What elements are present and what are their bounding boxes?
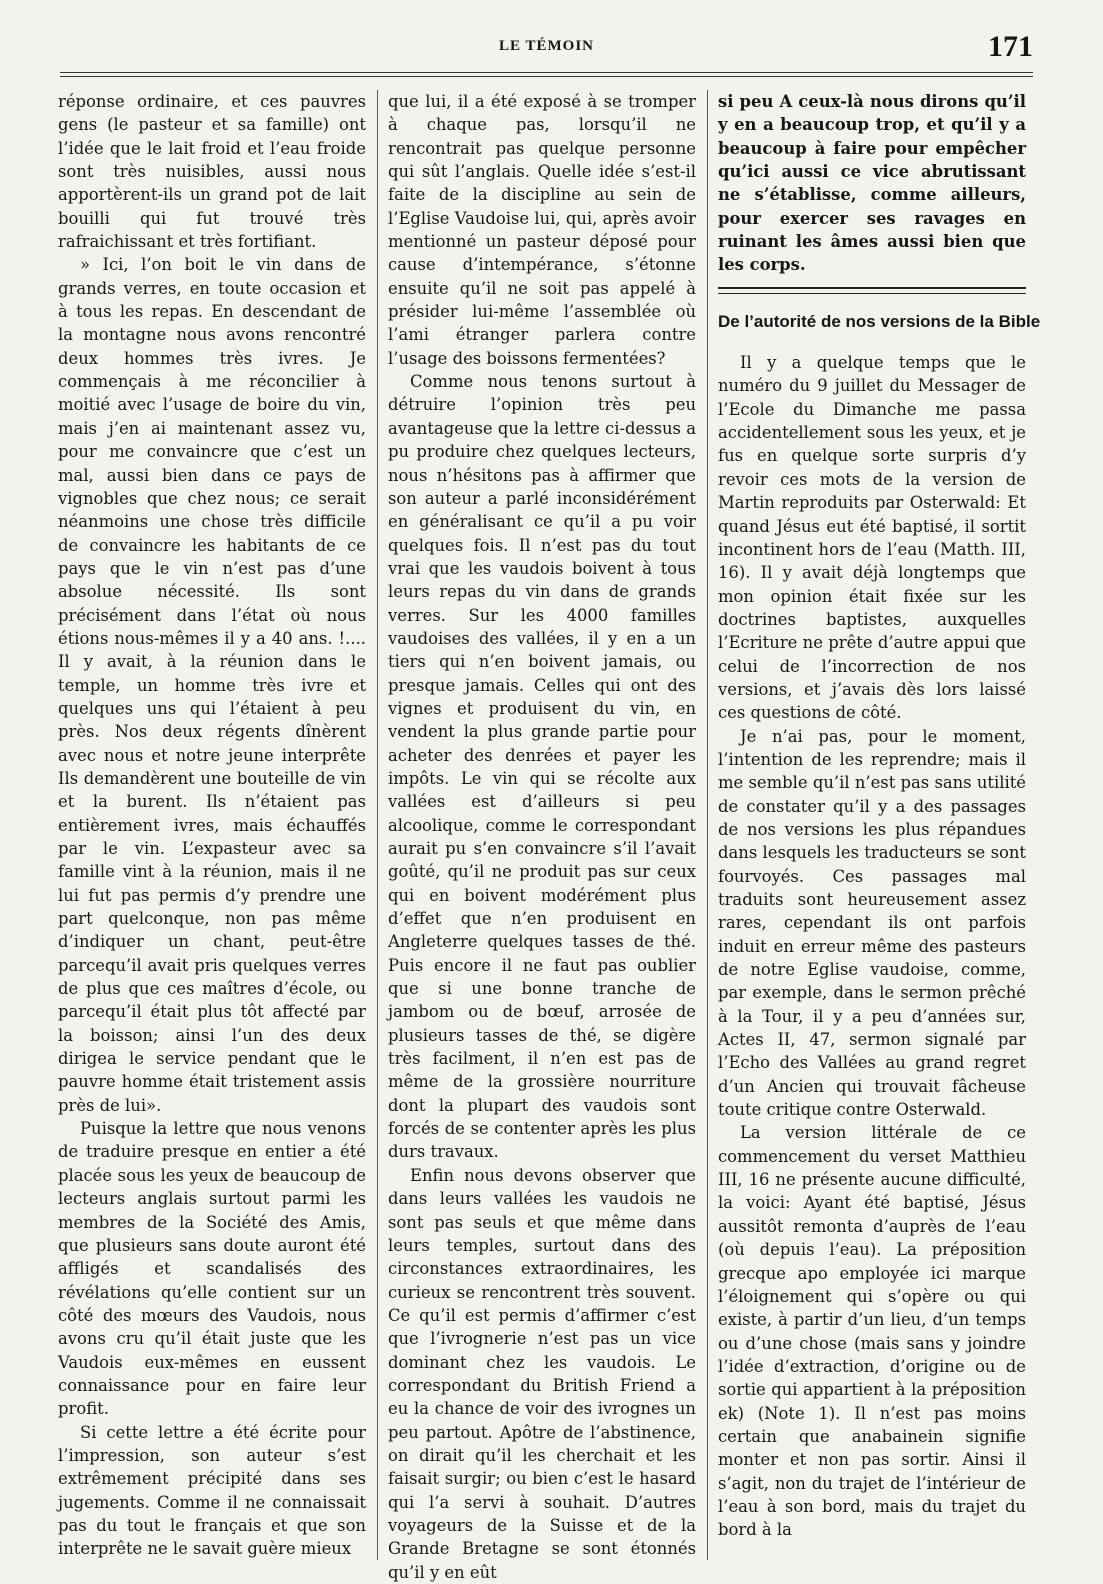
- paragraph: réponse ordinaire, et ces pauvres gens (le pasteur et sa famille) ont l’idée que le lait froid et l’eau froide sont très nuisibles, aussi nous apportèrent-ils un grand pot de lait bouilli qui fut trouvé très rafraichissant et très fortifiant.: [58, 92, 366, 252]
- column-2: [388, 90, 696, 1582]
- paragraph: si peu A ceux-là nous dirons qu’il y en a beaucoup trop, et qu’il y a beaucoup à faire pour empêcher qu’ici aussi ce vice abrutissant ne s’établisse, comme ailleurs, pour exercer ses ravages en ruinant les âmes aussi bien que les corps.: [718, 92, 1026, 275]
- page-number: 171: [988, 30, 1033, 63]
- column-1: [58, 90, 366, 1560]
- paragraph: Je n’ai pas, pour le moment, l’intention de les reprendre; mais il me semble qu’il n’est pas sans utilité de constater qu’il y a des passages de nos versions les plus répandues dans lesquels les traducteurs se sont fourvoyés. Ces passages mal traduits sont heureusement assez rares, cependant ils ont parfois induit en erreur même des pasteurs de notre Eglise vaudoise, comme, par exemple, dans le sermon prêché à la Tour, il y a peu d’années sur, Actes II, 47, sermon signalé par l’Echo des Vallées au grand regret d’un Ancien qui trouvait fâcheuse toute critique contre Osterwald.: [718, 726, 1026, 1120]
- column-divider: [707, 90, 708, 1560]
- section-separator: [718, 287, 1026, 294]
- paragraph: Puisque la lettre que nous venons de traduire presque en entier a été placée sous les yeux de beaucoup de lecteurs anglais surtout parmi les membres de la Société des Amis, que plusieurs sans doute auront été affligés et scandalisés des révélations qu’elle contient sur un côté des mœurs des Vaudois, nous avons cru qu’il était juste que les Vaudois eux-mêmes en eussent connaissance pour en faire leur profit.: [58, 1119, 366, 1419]
- paragraph: Comme nous tenons surtout à détruire l’opinion très peu avantageuse que la lettre ci-dessus a pu produire chez quelques lecteurs, nous n’hésitons pas à affirmer que son auteur a parlé inconsidérément en généralisant ce qu’il a pu voir quelques fois. Il n’est pas du tout vrai que les vaudois boivent à tous leurs repas du vin dans de grands verres. Sur les 4000 familles vaudoises des vallées, il y en a un tiers qui n’en boivent jamais, ou presque jamais. Celles qui ont des vignes et produisent du vin, en vendent la plus grande partie pour acheter des denrées et payer les impôts. Le vin qui se récolte aux vallées est d’ailleurs si peu alcoolique, comme le correspondant aurait pu s’en convaincre s’il l’avait goûté, qu’il ne produit pas sur ceux qui en boivent modérément plus d’effet que n’en produisent en Angleterre quelques tasses de thé. Puis encore il ne faut pas oublier que si une bonne tranche de jambom ou de bœuf, arrosée de plusieurs tasses de thé, se digère très facilment, il n’en est pas de même de la grossière nourriture dont la plupart des vaudois sont forcés de se contenter après les plus durs travaux.: [388, 372, 696, 1162]
- page-header: [60, 30, 1033, 70]
- paragraph: Enfin nous devons observer que dans leurs vallées les vaudois ne sont pas seuls et que même dans leurs temples, surtout dans des circonstances extraordinaires, les curieux se rencontrent très souvent. Ce qu’il est permis d’affirmer c’est que l’ivrognerie n’est pas un vice dominant chez les vaudois. Le correspondant du British Friend a eu la chance de voir des ivrognes un peu partout. Apôtre de l’abstinence, on dirait qu’il les cherchait et les faisait surgir; ou bien c’est le hasard qui l’a servi à souhait. D’autres voyageurs de la Suisse et de la Grande Bretagne se sont étonnés qu’il y en eût: [388, 1165, 696, 1582]
- paragraph: La version littérale de ce commencement du verset Matthieu III, 16 ne présente aucune difficulté, la voici: Ayant été baptisé, Jésus aussitôt remonta d’auprès de l’eau (où depuis l’eau). La préposition grecque apo employée ici marque l’éloignement qui s’opère ou qui existe, à partir d’un lieu, d’un temps ou d’une chose (mais sans y joindre l’idée d’extraction, d’origine ou de sortie qui appartient à la préposition ek) (Note 1). Il n’est pas moins certain que anabainein signifie monter et non pas sortir. Ainsi il s’agit, non du trajet de l’intérieur de l’eau à son bord, mais du trajet du bord à la: [718, 1123, 1026, 1540]
- paragraph: Si cette lettre a été écrite pour l’impression, son auteur s’est extrêmement précipité dans ses jugements. Comme il ne connaissait pas du tout le français et que son interprête ne le savait guère mieux: [58, 1422, 366, 1559]
- article-title: De l’autorité de nos versions de la Bible: [718, 311, 1041, 331]
- paragraph: » Ici, l’on boit le vin dans de grands verres, en toute occasion et à tous les repas. En descendant de la montagne nous avons rencontré deux hommes très ivres. Je commençais à me réconcilier à moitié avec l’usage de boire du vin, mais j’en ai maintenant assez vu, pour me convaincre que c’est un mal, aussi bien dans ce pays de vignobles que chez nous; ce serait néanmoins une chose très difficile de convaincre les habitants de ce pays que le vin n’est pas d’une absolue nécessité. Ils sont précisément dans l’état où nous étions nous-mêmes il y a 40 ans. !.... Il y avait, à la réunion dans le temple, un homme très ivre et quelques uns qui l’étaient à peu près. Nos deux régents dînèrent avec nous et notre jeune interprête Ils demandèrent une bouteille de vin et la burent. Ils n’étaient pas entièrement ivres, mais échauffés par le vin. L’expasteur avec sa famille vint à la réunion, mais il ne lui fut pas permis d’y prendre une part quelconque, non pas même d’indiquer un chant, peut-être parcequ’il avait pris quelques verres de plus que ces maîtres d’école, ou parcequ’il était plus tôt affecté par la boisson; ainsi l’un des deux dirigea le service pendant que le pauvre homme était tristement assis près de lui».: [58, 255, 366, 1115]
- running-title: LE TÉMOIN: [499, 38, 594, 54]
- header-rule: [60, 72, 1033, 77]
- text-columns: [58, 90, 1041, 1582]
- column-divider: [377, 90, 378, 1560]
- column-3: [718, 90, 1041, 1560]
- paragraph: Il y a quelque temps que le numéro du 9 juillet du Messager de l’Ecole du Dimanche me passa accidentellement sous les yeux, et je fus en quelque sorte surpris d’y revoir ces mots de la version de Martin reproduits par Osterwald: Et quand Jésus eut été baptisé, il sortit incontinent hors de l’eau (Matth. III, 16). Il y avait déjà longtemps que mon opinion était fixée sur les doctrines baptistes, auxquelles l’Ecriture ne prête d’autre appui que celui de l’incorrection de nos versions, et j’avais dès lors laissé ces questions de côté.: [718, 353, 1026, 723]
- paragraph: que lui, il a été exposé à se tromper à chaque pas, lorsqu’il ne rencontrait pas quelque personne qui sût l’anglais. Quelle idée s’est-il faite de la discipline au sein de l’Eglise Vaudoise lui, qui, après avoir mentionné un pasteur déposé pour cause d’intempérance, s’étonne ensuite qu’il ne soit pas appelé à présider lui-même l’assemblée où l’ami étranger parlera contre l’usage des boissons fermentées?: [388, 92, 696, 368]
